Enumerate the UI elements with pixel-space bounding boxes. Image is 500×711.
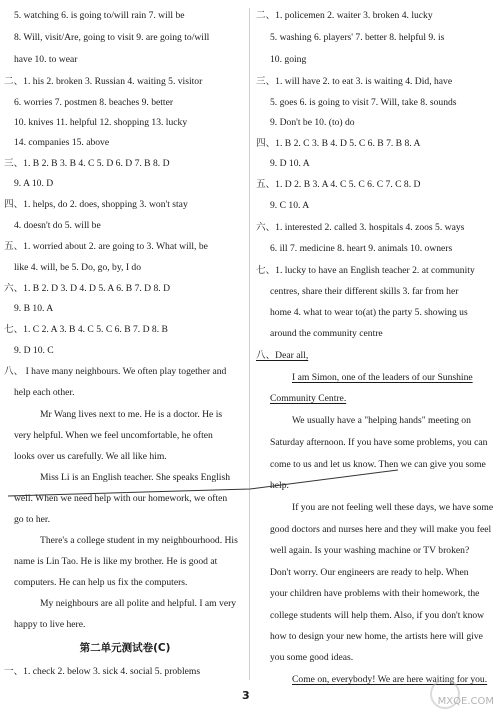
letter-line: well again. Is your washing machine or TV broken? — [270, 545, 470, 556]
essay-line: help each other. — [14, 387, 75, 398]
answer-line: 14. companies 15. above — [14, 137, 110, 148]
section-2-answers: 二、1. his 2. broken 3. Russian 4. waiting 5. visitor — [4, 76, 203, 87]
section-8-letter: 八、Dear all, — [256, 350, 309, 361]
answer-line: 6. ill 7. medicine 8. heart 9. animals 10. owners — [270, 243, 453, 254]
section-1-answers: 一、1. check 2. below 3. sick 4. social 5. problems — [4, 666, 201, 677]
section-8-essay: 八、 I have many neighbours. We often play together and — [4, 366, 227, 377]
answer-line: 9. Don't be 10. (to) do — [270, 117, 355, 128]
section-7-answers: 七、1. C 2. A 3. B 4. C 5. C 6. B 7. D 8. B — [4, 324, 168, 335]
letter-line: come to us and let us know. Then we can give you some — [270, 459, 486, 470]
answer-line: 5. watching 6. is going to/will rain 7. will be — [14, 10, 185, 21]
letter-line: Don't worry. Our engineers are ready to help. When — [270, 567, 469, 578]
letter-line: If you are not feeling well these days, we have some — [292, 502, 494, 513]
section-7-answers: 七、1. lucky to have an English teacher 2. at community — [256, 265, 475, 276]
watermark-text: MXQE.COM — [437, 696, 494, 707]
answer-line: 9. D 10. A — [270, 158, 310, 169]
letter-line: college students will help them. Also, if you don't know — [270, 610, 485, 621]
section-5-answers: 五、1. D 2. B 3. A 4. C 5. C 6. C 7. C 8. D — [256, 179, 421, 190]
essay-line: Mr Wang lives next to me. He is a doctor. He is — [40, 409, 223, 420]
essay-line: well. When we need help with our homework, we often — [14, 493, 228, 504]
section-5-answers: 五、1. worried about 2. are going to 3. What will, be — [4, 241, 208, 252]
essay-line: happy to live here. — [14, 619, 86, 630]
essay-line: go to her. — [14, 514, 50, 525]
answer-line: 9. C 10. A — [270, 200, 310, 211]
section-3-answers: 三、1. will have 2. to eat 3. is waiting 4. Did, have — [256, 76, 453, 87]
letter-line: you some good ideas. — [270, 652, 354, 663]
unit-test-heading: 第二单元测试卷(C) — [79, 642, 171, 654]
answer-line: 10. going — [270, 54, 307, 65]
answer-line: 5. washing 6. players' 7. better 8. helpful 9. is — [270, 32, 445, 43]
essay-line: There's a college student in my neighbourhood. His — [40, 535, 238, 546]
section-6-answers: 六、1. B 2. D 3. D 4. D 5. A 6. B 7. D 8. D — [4, 283, 171, 294]
letter-line: how to design your new home, the artists here will give — [270, 631, 483, 642]
essay-line: computers. He can help us fix the computers. — [14, 577, 188, 588]
answer-line: 8. Will, visit/Are, going to visit 9. are going to/will — [14, 32, 210, 43]
essay-line: very helpful. When we feel uncomfortable, he often — [14, 430, 213, 441]
answer-line: centres, share their different skills 3. far from her — [270, 286, 459, 297]
essay-line: My neighbours are all polite and helpful. I am very — [40, 598, 237, 609]
answer-line: like 4. will, be 5. Do, go, by, I do — [14, 262, 142, 273]
answer-line: 5. goes 6. is going to visit 7. Will, take 8. sounds — [270, 97, 457, 108]
letter-line: I am Simon, one of the leaders of our Sunshine — [292, 372, 473, 383]
answer-line: home 4. what to wear to(at) the party 5. showing us — [270, 307, 468, 318]
letter-line: Come on, everybody! We are here waiting for you. — [292, 674, 488, 685]
answer-line: 9. B 10. A — [14, 303, 54, 314]
section-3-answers: 三、1. B 2. B 3. B 4. C 5. D 6. D 7. B 8. D — [4, 158, 170, 169]
section-4-answers: 四、1. helps, do 2. does, shopping 3. won't stay — [4, 199, 188, 210]
answer-line: around the community centre — [270, 328, 383, 339]
answer-line: 9. D 10. C — [14, 345, 54, 356]
section-6-answers: 六、1. interested 2. called 3. hospitals 4. zoos 5. ways — [256, 222, 465, 233]
essay-line: Miss Li is an English teacher. She speaks English — [40, 472, 230, 483]
letter-line: help. — [270, 480, 289, 491]
essay-line: looks over us carefully. We all like him. — [14, 451, 167, 462]
essay-line: name is Lin Tao. He is like my brother. He is good at — [14, 556, 218, 567]
letter-line: your children have problems with their homework, the — [270, 588, 480, 599]
section-4-answers: 四、1. B 2. C 3. B 4. D 5. C 6. B 7. B 8. A — [256, 138, 421, 149]
letter-line: Community Centre. — [270, 393, 347, 404]
letter-line: We usually have a "helping hands" meeting on — [292, 415, 471, 426]
page-number: 3 — [242, 689, 250, 702]
answer-line: 10. knives 11. helpful 12. shopping 13. lucky — [14, 117, 188, 128]
answer-line: 6. worries 7. postmen 8. beaches 9. better — [14, 97, 174, 108]
letter-line: good doctors and nurses here and they will make you feel — [270, 524, 492, 535]
section-2-answers: 二、1. policemen 2. waiter 3. broken 4. lucky — [256, 10, 433, 21]
answer-line: 9. A 10. D — [14, 178, 54, 189]
answer-line: 4. doesn't do 5. will be — [14, 220, 101, 231]
answer-line: have 10. to wear — [14, 54, 78, 65]
letter-line: Saturday afternoon. If you have some problems, you can — [270, 437, 488, 448]
